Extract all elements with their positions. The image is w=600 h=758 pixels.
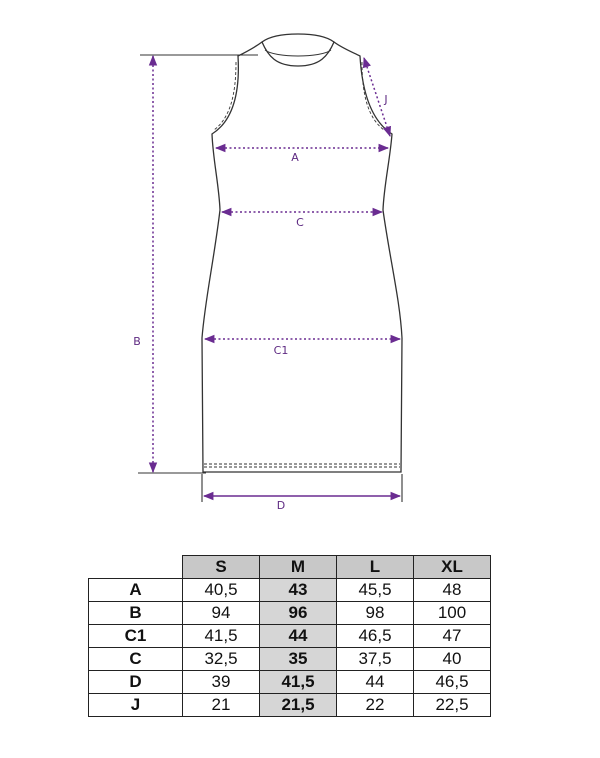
- left-armhole-stitch: [214, 62, 236, 130]
- table-cell: 45,5: [337, 579, 414, 602]
- table-cell: 22: [337, 694, 414, 717]
- row-label: B: [89, 602, 183, 625]
- row-label: C1: [89, 625, 183, 648]
- table-cell: 21,5: [260, 694, 337, 717]
- row-label: D: [89, 671, 183, 694]
- table-cell: 32,5: [183, 648, 260, 671]
- table-cell: 41,5: [260, 671, 337, 694]
- table-corner: [89, 556, 183, 579]
- table-cell: 48: [414, 579, 491, 602]
- table-cell: 35: [260, 648, 337, 671]
- table-row: [89, 671, 491, 694]
- table-row: [89, 625, 491, 648]
- table-cell: 44: [337, 671, 414, 694]
- label-j: J: [384, 93, 388, 106]
- table-cell: 96: [260, 602, 337, 625]
- label-c1: C1: [273, 344, 289, 357]
- table-cell: 43: [260, 579, 337, 602]
- table-cell: 47: [414, 625, 491, 648]
- size-header-row: [89, 556, 491, 579]
- label-c: C: [296, 216, 304, 229]
- dress-body: [202, 42, 402, 472]
- table-cell: 21: [183, 694, 260, 717]
- right-armhole-stitch: [362, 62, 384, 130]
- table-cell: 37,5: [337, 648, 414, 671]
- size-header-s: S: [183, 556, 260, 579]
- label-a: A: [291, 151, 299, 164]
- label-d: D: [276, 499, 286, 512]
- dress-outline: [202, 34, 402, 472]
- table-cell: 98: [337, 602, 414, 625]
- size-header-m: M: [260, 556, 337, 579]
- table-cell: 40,5: [183, 579, 260, 602]
- neck-seam: [265, 50, 331, 56]
- size-header-l: L: [337, 556, 414, 579]
- table-cell: 94: [183, 602, 260, 625]
- row-label: C: [89, 648, 183, 671]
- table-cell: 100: [414, 602, 491, 625]
- row-label: J: [89, 694, 183, 717]
- table-cell: 46,5: [414, 671, 491, 694]
- table-row: [89, 648, 491, 671]
- table-cell: 46,5: [337, 625, 414, 648]
- table-row: [89, 694, 491, 717]
- label-b: B: [133, 335, 141, 348]
- table-row: [89, 602, 491, 625]
- table-cell: 44: [260, 625, 337, 648]
- size-header-xl: XL: [414, 556, 491, 579]
- table-cell: 41,5: [183, 625, 260, 648]
- table-cell: 22,5: [414, 694, 491, 717]
- table-row: [89, 579, 491, 602]
- row-label: A: [89, 579, 183, 602]
- size-chart-table: [88, 555, 491, 717]
- table-cell: 40: [414, 648, 491, 671]
- table-cell: 39: [183, 671, 260, 694]
- turtleneck-collar: [262, 34, 334, 42]
